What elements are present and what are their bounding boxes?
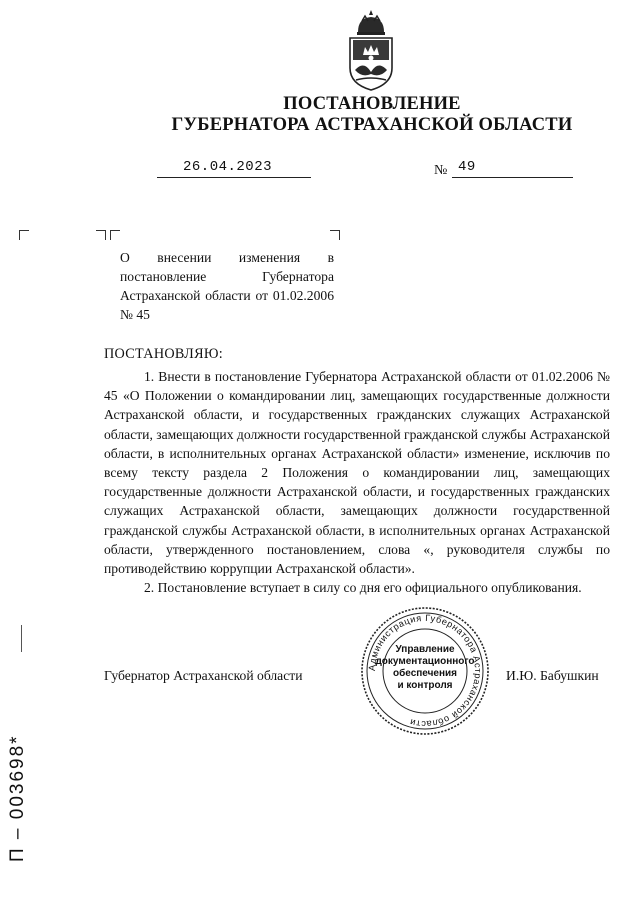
document-number: 49 (458, 159, 476, 175)
coat-of-arms-icon (344, 8, 398, 92)
decree-heading: ПОСТАНОВЛЯЮ: (104, 346, 223, 362)
official-stamp (358, 604, 492, 738)
signatory-position: Губернатор Астраханской области (104, 668, 303, 683)
document-title-line1: ПОСТАНОВЛЕНИЕ (283, 94, 461, 114)
margin-mark (21, 625, 22, 652)
svg-text:и контроля: и контроля (397, 680, 453, 691)
svg-text:Администрация Губернатора Астр: Администрация Губернатора Астраханской области (366, 612, 484, 730)
svg-text:обеспечения: обеспечения (392, 668, 458, 679)
paragraph-1: 1. Внести в постановление Губернатора Астраханской области от 01.02.2006 № 45 «О Положении о командировании лиц, замещающих государственные должности Астраханской области, и государственных гражданских служащих Астраханской области, замещающих должности государственной гражданской службы Астраханской области, в исполнительных органах Астраханской области» изменение, исключив по всему тексту раздела 2 Положения о командировании лиц, замещающих государственные должности Астраханской области, и государственных гражданских служащих Астраханской области, замещающих должности государственной гражданской службы Астраханской области, в исполнительных органах Астраханской области, утвержденного постановлением, слова «, руководителя службы по противодействию коррупции Астраханской области». (104, 369, 610, 577)
subject-corner-mark (110, 230, 120, 240)
svg-text:документационного: документационного (375, 656, 475, 667)
date-underline (157, 177, 311, 178)
address-corner-mark (19, 230, 29, 240)
document-body (104, 367, 610, 597)
serial-number: П – 003698* (7, 734, 28, 862)
document-date: 26.04.2023 (183, 159, 273, 175)
number-sign: № (434, 163, 448, 178)
paragraph-2: 2. Постановление вступает в силу со дня его официального опубликования. (144, 580, 582, 596)
signatory-name: И.Ю. Бабушкин (506, 668, 599, 683)
svg-text:Управление: Управление (395, 644, 455, 655)
document-subject: О внесении изменения в постановление Губернатора Астраханской области от 01.02.2006 № 45 (120, 250, 334, 322)
document-title-line2: ГУБЕРНАТОРА АСТРАХАНСКОЙ ОБЛАСТИ (171, 115, 573, 135)
subject-corner-mark (330, 230, 340, 240)
number-underline (452, 177, 573, 178)
address-corner-mark (96, 230, 106, 240)
